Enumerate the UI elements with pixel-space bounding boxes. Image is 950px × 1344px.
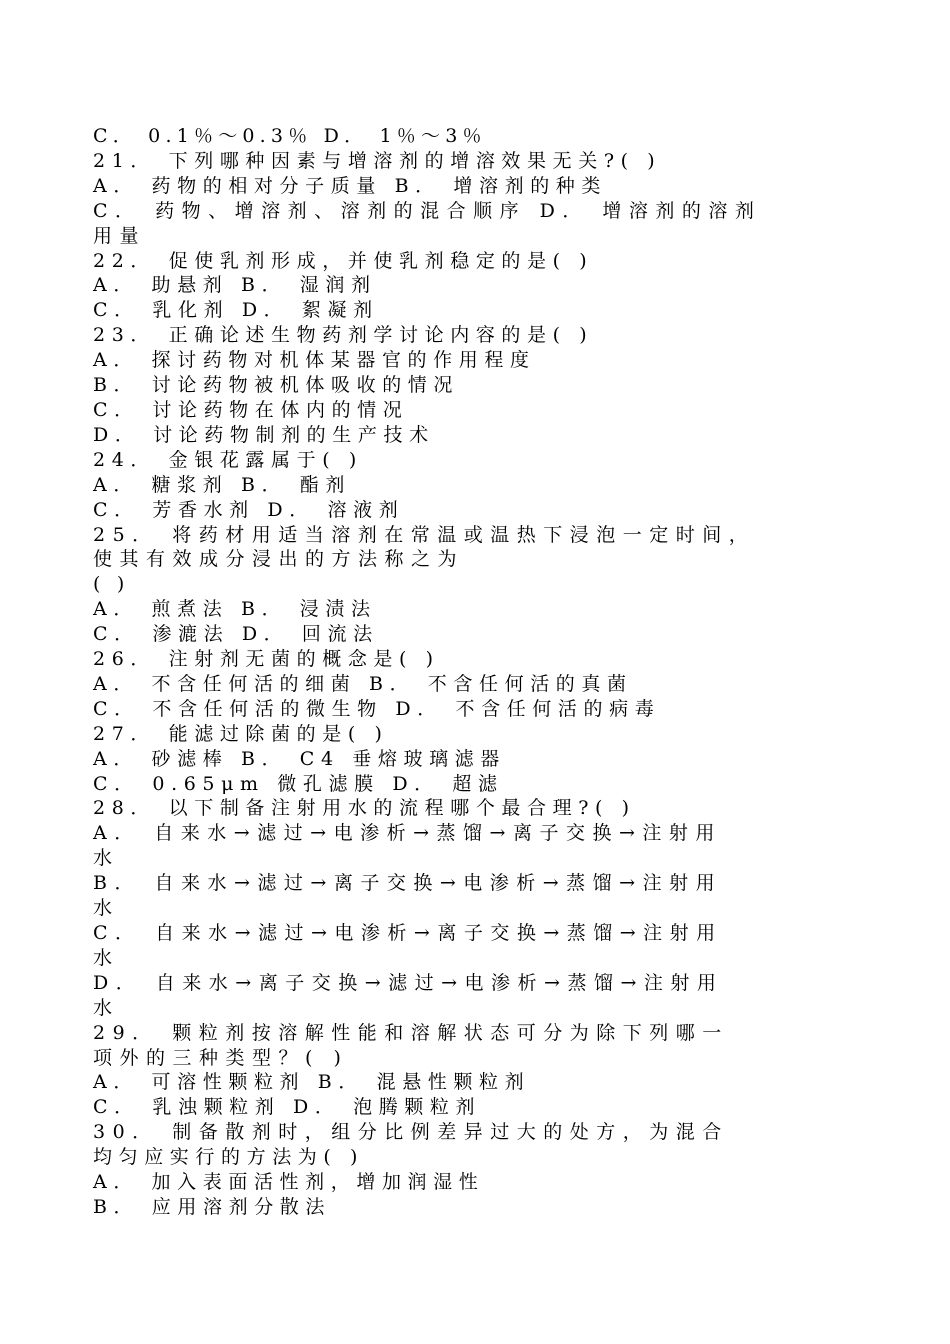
text-line: A． 探讨药物对机体某器官的作用程度	[93, 349, 536, 372]
text-line: C． 讨论药物在体内的情况	[93, 398, 409, 421]
text-line: A． 自来水→滤过→电渗析→蒸馏→离子交换→注射用	[93, 822, 722, 845]
text-line: A． 加入表面活性剂，增加润湿性	[93, 1171, 485, 1194]
text-line: A． 砂滤棒 B． C4 垂熔玻璃滤器	[93, 747, 506, 770]
text-line: B． 自来水→滤过→离子交换→电渗析→蒸馏→注射用	[93, 872, 723, 895]
question-26: 26． 注射剂无菌的概念是( )	[93, 648, 440, 671]
document-page	[93, 124, 883, 1220]
text-line: A． 助悬剂 B． 湿润剂	[93, 274, 377, 297]
text-line: 均匀应实行的方法为( )	[93, 1146, 365, 1169]
question-30: 30． 制备散剂时，组分比例差异过大的处方，为混合	[93, 1121, 729, 1144]
question-24: 24． 金银花露属于( )	[93, 448, 363, 471]
text-line: C． 自来水→滤过→电渗析→离子交换→蒸馏→注射用	[93, 922, 723, 944]
question-21: 21． 下列哪种因素与增溶剂的增溶效果无关?( )	[93, 149, 662, 172]
text-line: A． 可溶性颗粒剂 B． 混悬性颗粒剂	[93, 1071, 531, 1094]
text-line: 水	[93, 946, 118, 969]
text-line: C． 不含任何活的微生物 D． 不含任何活的病毒	[93, 697, 661, 720]
question-29: 29． 颗粒剂按溶解性能和溶解状态可分为除下列哪一	[93, 1021, 729, 1044]
text-line: A． 药物的相对分子质量 B． 增溶剂的种类	[93, 174, 608, 197]
question-22: 22． 促使乳剂形成，并使乳剂稳定的是( )	[93, 249, 594, 272]
text-line: 项外的三种类型？( )	[93, 1046, 349, 1069]
question-28: 28． 以下制备注射用水的流程哪个最合理?( )	[93, 797, 636, 820]
question-23: 23． 正确论述生物药剂学讨论内容的是( )	[93, 324, 594, 347]
text-line: C． 乳化剂 D． 絮凝剂	[93, 299, 379, 322]
text-line: 使其有效成分浸出的方法称之为	[93, 548, 465, 571]
text-line: ( )	[93, 573, 130, 596]
text-line: C． 渗漉法 D． 回流法	[93, 623, 379, 646]
text-line: C． 乳浊颗粒剂 D． 泡腾颗粒剂	[93, 1096, 482, 1119]
text-line: C． 药物、增溶剂、溶剂的混合顺序 D． 增溶剂的溶剂	[93, 199, 762, 222]
text-line: A． 不含任何活的细菌 B． 不含任何活的真菌	[93, 672, 633, 695]
text-line: 水	[93, 847, 118, 870]
text-line: 水	[93, 996, 118, 1019]
question-27: 27． 能滤过除菌的是( )	[93, 722, 389, 745]
text-line: A． 煎煮法 B． 浸渍法	[93, 598, 377, 621]
text-line: B． 讨论药物被机体吸收的情况	[93, 374, 460, 397]
text-line: C． 0.1％～0.3％ D． 1％～3％	[93, 125, 487, 147]
text-line: 用量	[93, 224, 147, 247]
text-line: D． 讨论药物制剂的生产技术	[93, 423, 435, 446]
question-25: 25． 将药材用适当溶剂在常温或温热下浸泡一定时间，	[93, 523, 756, 546]
text-line: A． 糖浆剂 B． 酯剂	[93, 473, 352, 496]
text-line: 水	[93, 897, 118, 920]
text-line: C． 0.65μm 微孔滤膜 D． 超滤	[93, 772, 504, 795]
text-line: B． 应用溶剂分散法	[93, 1195, 332, 1218]
text-line: C． 芳香水剂 D． 溶液剂	[93, 498, 405, 521]
text-line: D． 自来水→离子交换→滤过→电渗析→蒸馏→注射用	[93, 971, 724, 994]
